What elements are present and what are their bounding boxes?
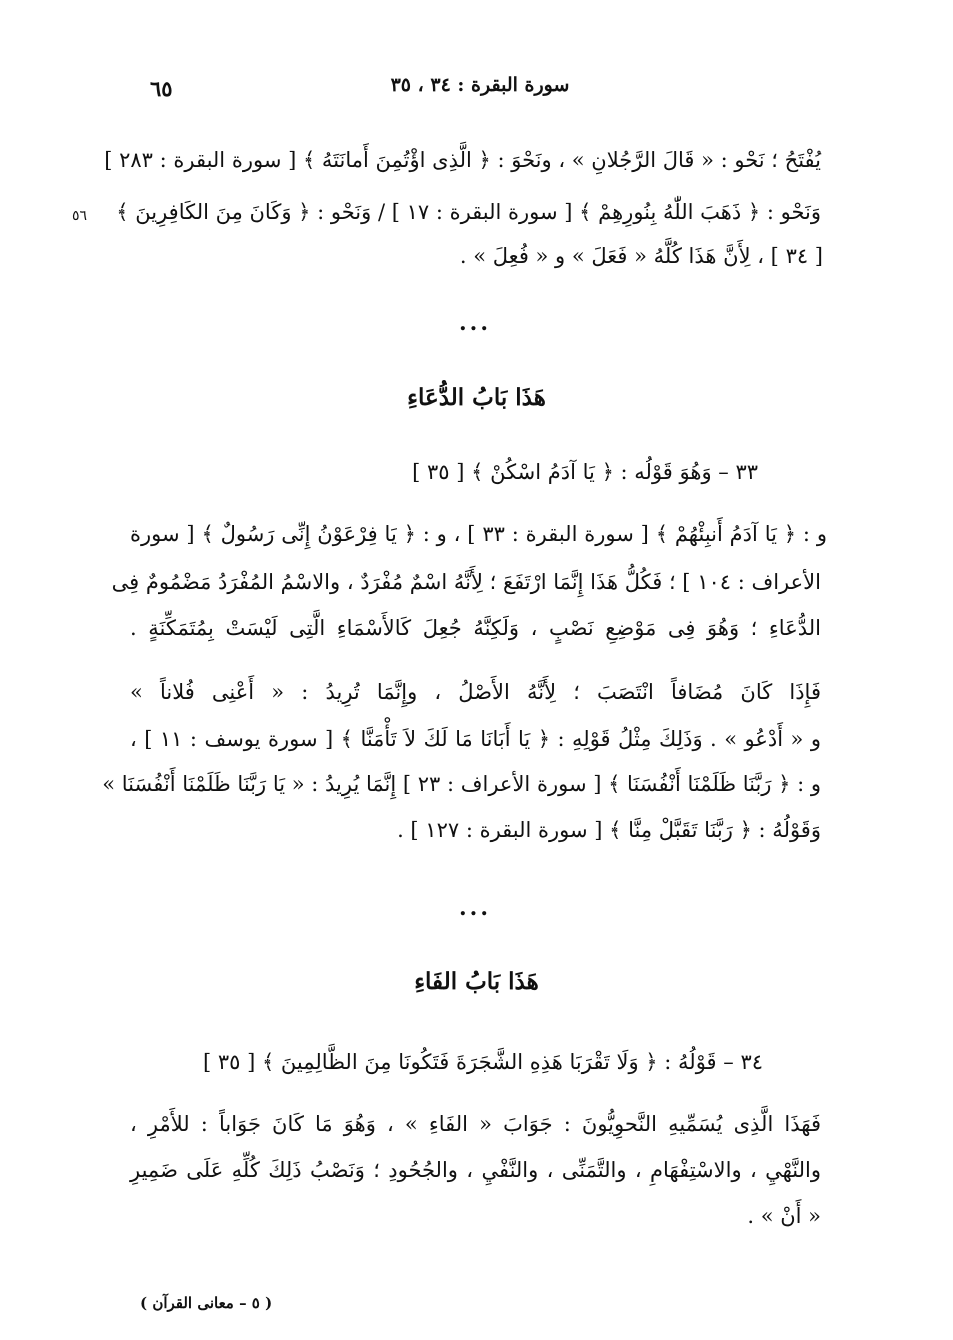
paragraph-line: وَقَوْلُهُ : ﴿ رَبَّنَا تَقَبَّلْ مِنَّا ﴾ [ سورة البقرة : ١٢٧ ] . <box>397 818 821 842</box>
paragraph-line: الدُّعَاءِ ؛ وَهُوَ فِى مَوْضِعِ نَصْبٍ ، وَلَكِنَّهُ جُعِلَ كَالأَسْمَاءِ الَّتِى لَيْسَتْ بِمُتَمَكِّنَةٍ . <box>130 616 821 640</box>
paragraph-line: فَهَذَا الَّذِى يُسَمِّيهِ النَّحوِيُّونَ : جَوَابَ « الفَاءِ » ، وَهُوَ مَا كَانَ جَوَاباً : للأَمْرِ ، <box>130 1112 821 1136</box>
paragraph-line: و : ﴿ رَبَّنَا ظَلَمْنَا أَنْفُسَنَا ﴾ [ سورة الأعراف : ٢٣ ] إِنَّمَا يُرِيدُ : « يَا رَبَّنَا ظَلَمْنَا أَنْفُسَنَا » <box>102 772 821 796</box>
running-header-title: سورة البقرة : ٣٤ ، ٣٥ <box>390 74 570 96</box>
section-heading: هَذَا بَابُ الدُّعَاءِ <box>407 384 546 411</box>
paragraph-line: و : ﴿ يَا آدَمُ أَنبِئْهُمْ ﴾ [ سورة البقرة : ٣٣ ] ، و : ﴿ يَا فِرْعَوْنُ إِنِّى رَسُولٌ ﴾ [ سورة <box>130 522 827 546</box>
intro-line: وَنَحْو : ﴿ ذَهَبَ اللّٰهُ بِنُورِهِمْ ﴾ [ سورة البقرة : ١٧ ] / وَنَحْو : ﴿ وَكَانَ مِنَ الكَافِرِينَ ﴾ <box>116 200 821 224</box>
paragraph-line: الأعراف : ١٠٤ ] ؛ فَكُلُّ هَذَا إِنَّمَا ارْتَفَعَ ؛ لِأَنَّهُ اسْمٌ مُفْرَدٌ ، والاسْمُ المُفْرَدُ مَضْمُومٌ فِى <box>111 570 821 594</box>
section-separator: ... <box>459 310 491 336</box>
verse-line: ٣٣ – وَهُوَ قَوْلُه : ﴿ يَا آدَمُ اسْكُنْ ﴾ [ ٣٥ ] <box>412 460 758 484</box>
footer-signature: ( ٥ – معانى القرآن ) <box>140 1294 273 1312</box>
intro-line: [ ٣٤ ] ، لِأَنَّ هَذَا كُلَّهُ « فَعَلَ » و « فُعِلَ » . <box>459 244 823 268</box>
verse-line: ٣٤ – قَوْلُهُ : ﴿ وَلَا تَقْرَبَا هَذِهِ الشَّجَرَةَ فَتَكُونَا مِنَ الظَّالِمِينَ ﴾ [ ٣٥ ] <box>202 1050 763 1074</box>
margin-note: ٥٦ <box>72 208 88 224</box>
section-heading: هَذَا بَابُ الفَاءِ <box>414 968 539 995</box>
paragraph-line: و « أَدْعُو » . وَذَلِكَ مِثْلُ قَوْلِهِ : ﴿ يَا أَبَانَا مَا لَكَ لاَ تَأْمَنَّا ﴾ [ سورة يوسف : ١١ ] ، <box>130 727 821 751</box>
intro-line: يُفْتَحُ ؛ نَحْو : « قَالَ الرَّجُلانِ » ، ونَحْوَ : ﴿ الَّذِى اؤْتُمِنَ أَمانَتَهُ ﴾ [ سورة البقرة : ٢٨٣ ] <box>104 148 821 172</box>
paragraph-line: والنَّهْيِ ، والاسْتِفْهَامِ ، والتَّمَنِّى ، والنَّفْيِ ، والجُحُودِ ؛ وَنَصْبُ ذَلِكَ كُلِّهِ عَلَى ضَمِيرِ <box>130 1158 821 1182</box>
paragraph-line: « أَنْ » . <box>747 1204 821 1228</box>
page-number: ٦٥ <box>150 76 173 101</box>
paragraph-line: فَإِذَا كَانَ مُضَافاً انْتَصَبَ ؛ لِأَنَّهُ الأَصْلُ ، وإِنَّمَا تُرِيدُ : « أَعْنِى فُلاناً » <box>130 680 821 704</box>
section-separator: ... <box>459 895 491 921</box>
